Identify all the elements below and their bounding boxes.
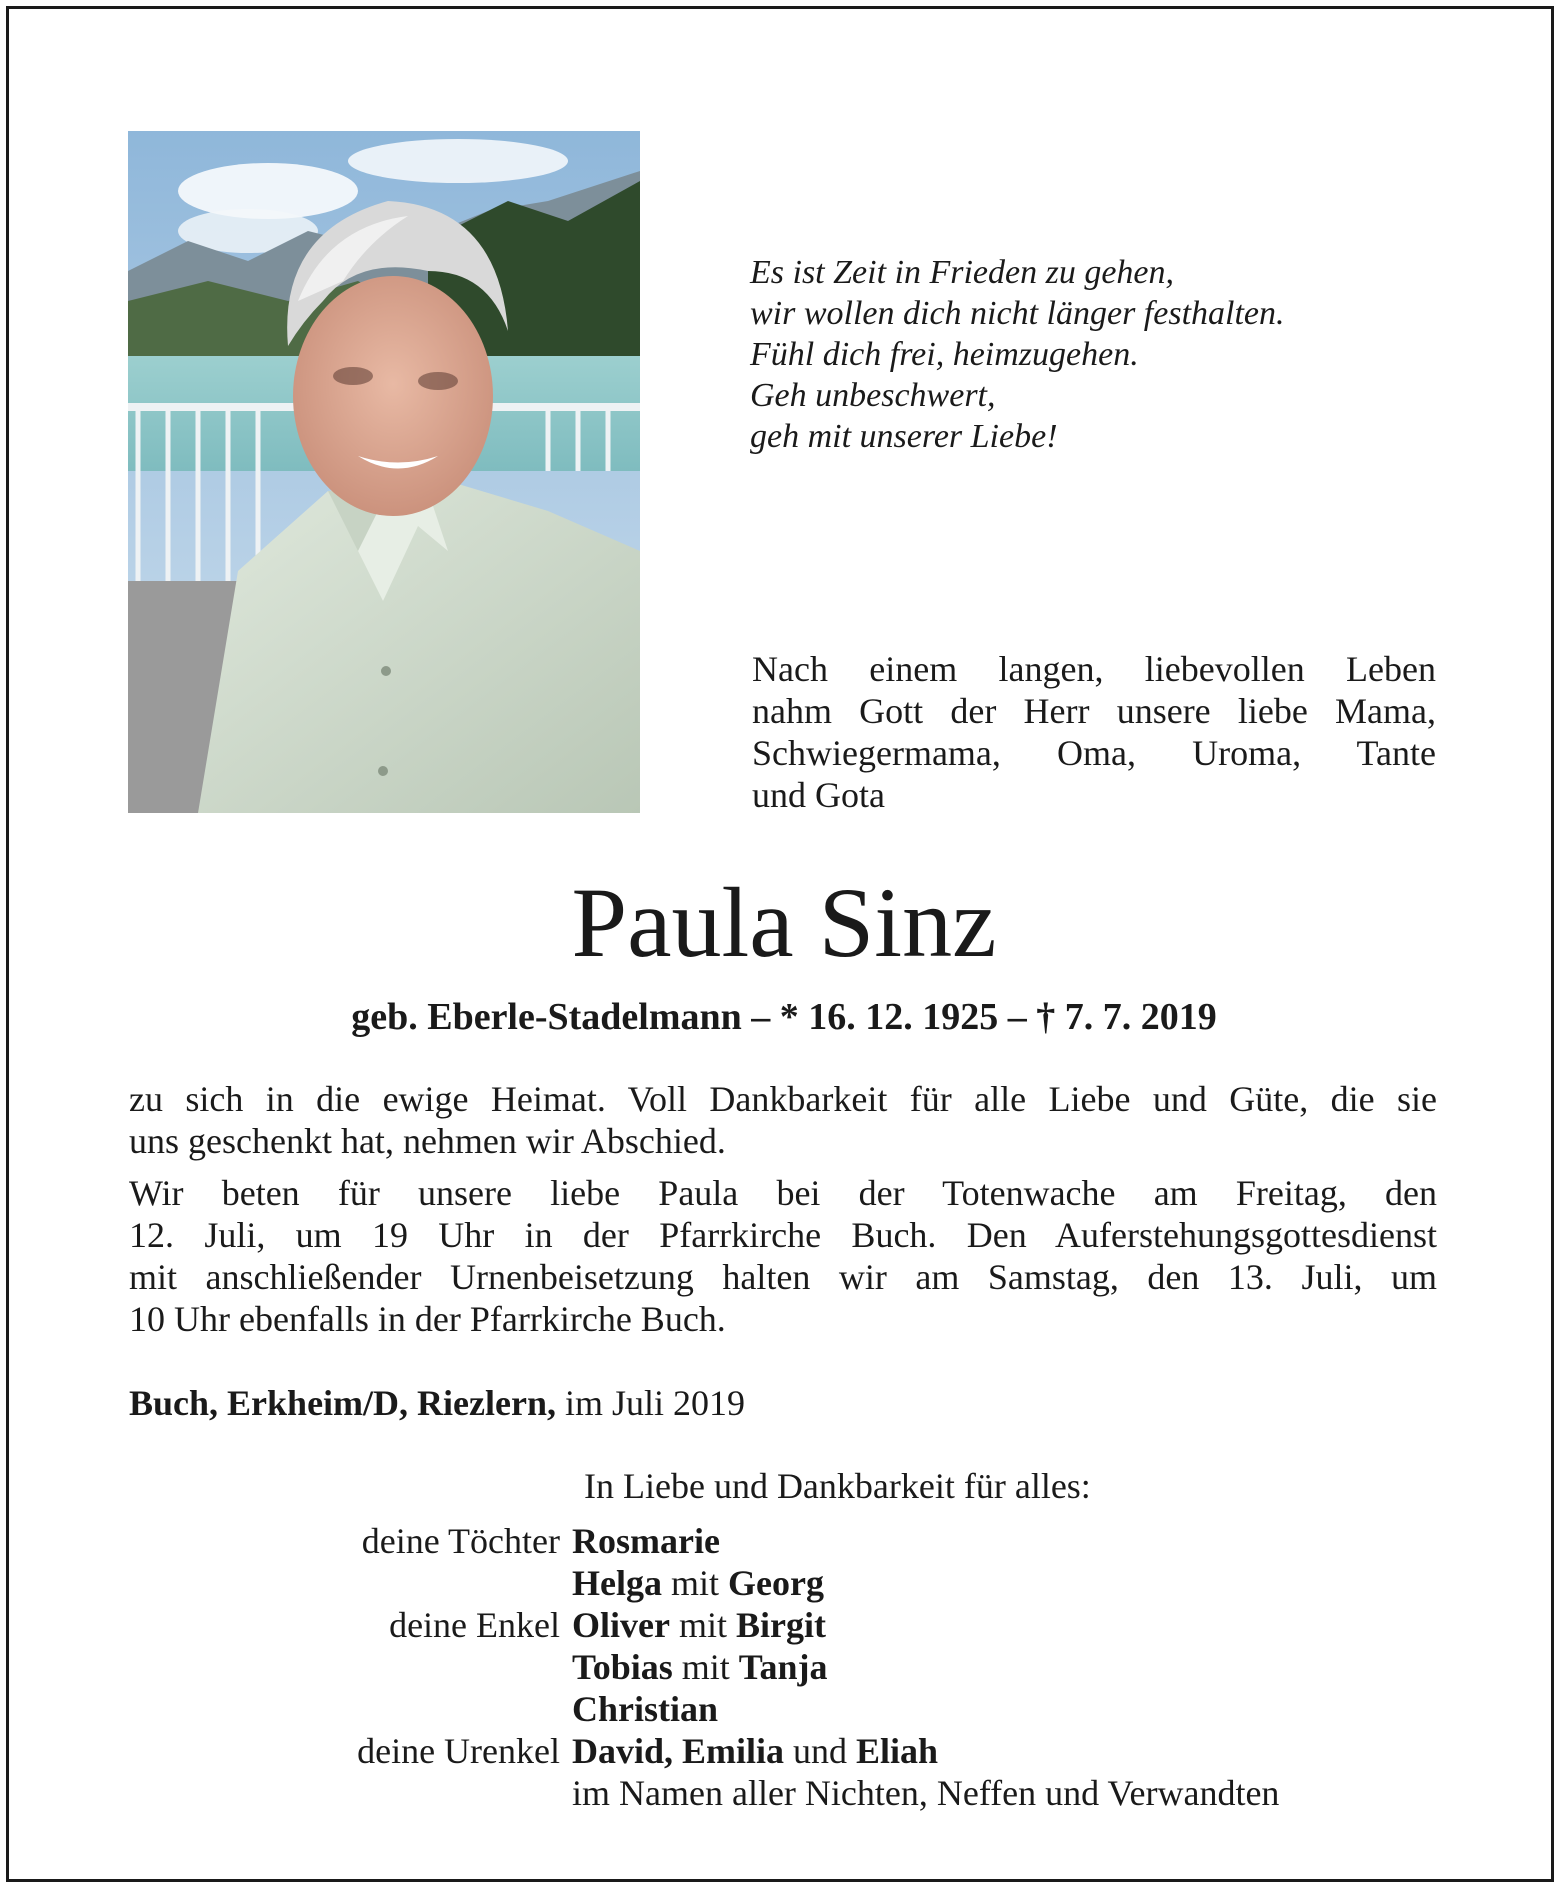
mourner-names [572, 1562, 824, 1604]
relation-label: deine Töchter [361, 1521, 560, 1561]
intro-text [752, 648, 1436, 816]
memorial-poem [750, 252, 1450, 457]
mourner-row [200, 1772, 1500, 1814]
body-line: mit anschließender Urnenbeisetzung halten wir am Samstag, den 13. Juli, um [129, 1257, 1437, 1297]
mourner-name: Georg [728, 1563, 824, 1603]
mourner-name: Birgit [735, 1605, 826, 1645]
mourner-names [572, 1604, 826, 1646]
mourner-name: David, Emilia [572, 1731, 785, 1771]
closing-line: im Namen aller Nichten, Neffen und Verwandten [572, 1773, 1280, 1813]
poem-line: Fühl dich frei, heimzugehen. [750, 336, 1139, 373]
relation-label: deine Urenkel [357, 1731, 560, 1771]
mourner-name: Rosmarie [572, 1521, 720, 1561]
paragraph-farewell [129, 1078, 1437, 1162]
connector-word: mit [678, 1605, 727, 1645]
connector-word: und [793, 1731, 848, 1771]
body-line: Wir beten für unsere liebe Paula bei der Totenwache am Freitag, den [129, 1173, 1437, 1213]
birth-death-line: geb. Eberle-Stadelmann – * 16. 12. 1925 – † 7. 7. 2019 [351, 996, 1217, 1038]
deceased-name: Paula Sinz [571, 867, 997, 978]
mourner-name: Tobias [572, 1647, 673, 1687]
mourner-row [200, 1562, 1500, 1604]
mourner-row [200, 1604, 1500, 1646]
mourner-row [200, 1646, 1500, 1688]
mourner-row [200, 1688, 1500, 1730]
mourner-name: Oliver [572, 1605, 670, 1645]
place-date [129, 1382, 745, 1424]
paragraph-service [129, 1172, 1437, 1340]
mourner-name: Christian [572, 1689, 719, 1729]
poem-line: Es ist Zeit in Frieden zu gehen, [750, 254, 1175, 291]
mourner-row [200, 1520, 1500, 1562]
poem-line: wir wollen dich nicht länger festhalten. [750, 295, 1285, 332]
mourner-names [572, 1730, 938, 1772]
relation-label [200, 1772, 572, 1814]
connector-word: mit [681, 1647, 730, 1687]
intro-line: nahm Gott der Herr unsere liebe Mama, [752, 691, 1436, 731]
relation-label: deine Enkel [389, 1605, 560, 1645]
body-line: 10 Uhr ebenfalls in der Pfarrkirche Buch. [129, 1299, 726, 1339]
mourner-name: Tanja [738, 1647, 828, 1687]
connector-word: mit [670, 1563, 719, 1603]
intro-line: Schwiegermama, Oma, Uroma, Tante [752, 733, 1436, 773]
mourner-names [572, 1646, 827, 1688]
body-line: zu sich in die ewige Heimat. Voll Dankbarkeit für alle Liebe und Güte, die sie [129, 1079, 1437, 1119]
poem-line: geh mit unserer Liebe! [750, 418, 1058, 455]
mourner-name: Helga [572, 1563, 662, 1603]
place-date-text: im Juli 2019 [555, 1383, 746, 1423]
thanks-line: In Liebe und Dankbarkeit für alles: [584, 1466, 1091, 1506]
mourner-names [572, 1688, 718, 1730]
poem-line: Geh unbeschwert, [750, 377, 996, 414]
portrait-photo [128, 131, 640, 813]
place-locations: Buch, Erkheim/D, Riezlern, [129, 1383, 556, 1423]
relation-label [200, 1646, 572, 1688]
announcement-body [129, 1078, 1437, 1350]
body-line: 12. Juli, um 19 Uhr in der Pfarrkirche Buch. Den Auferstehungsgottesdienst [129, 1215, 1437, 1255]
intro-line: Nach einem langen, liebevollen Leben [752, 649, 1436, 689]
intro-line: und Gota [752, 775, 885, 815]
mourner-names [572, 1520, 720, 1562]
relation-label [200, 1688, 572, 1730]
body-line: uns geschenkt hat, nehmen wir Abschied. [129, 1121, 726, 1161]
mourner-name: Eliah [856, 1731, 939, 1771]
mourner-row [200, 1730, 1500, 1772]
portrait-illustration [128, 131, 640, 813]
relation-label [200, 1562, 572, 1604]
mourners-list [200, 1520, 1500, 1814]
